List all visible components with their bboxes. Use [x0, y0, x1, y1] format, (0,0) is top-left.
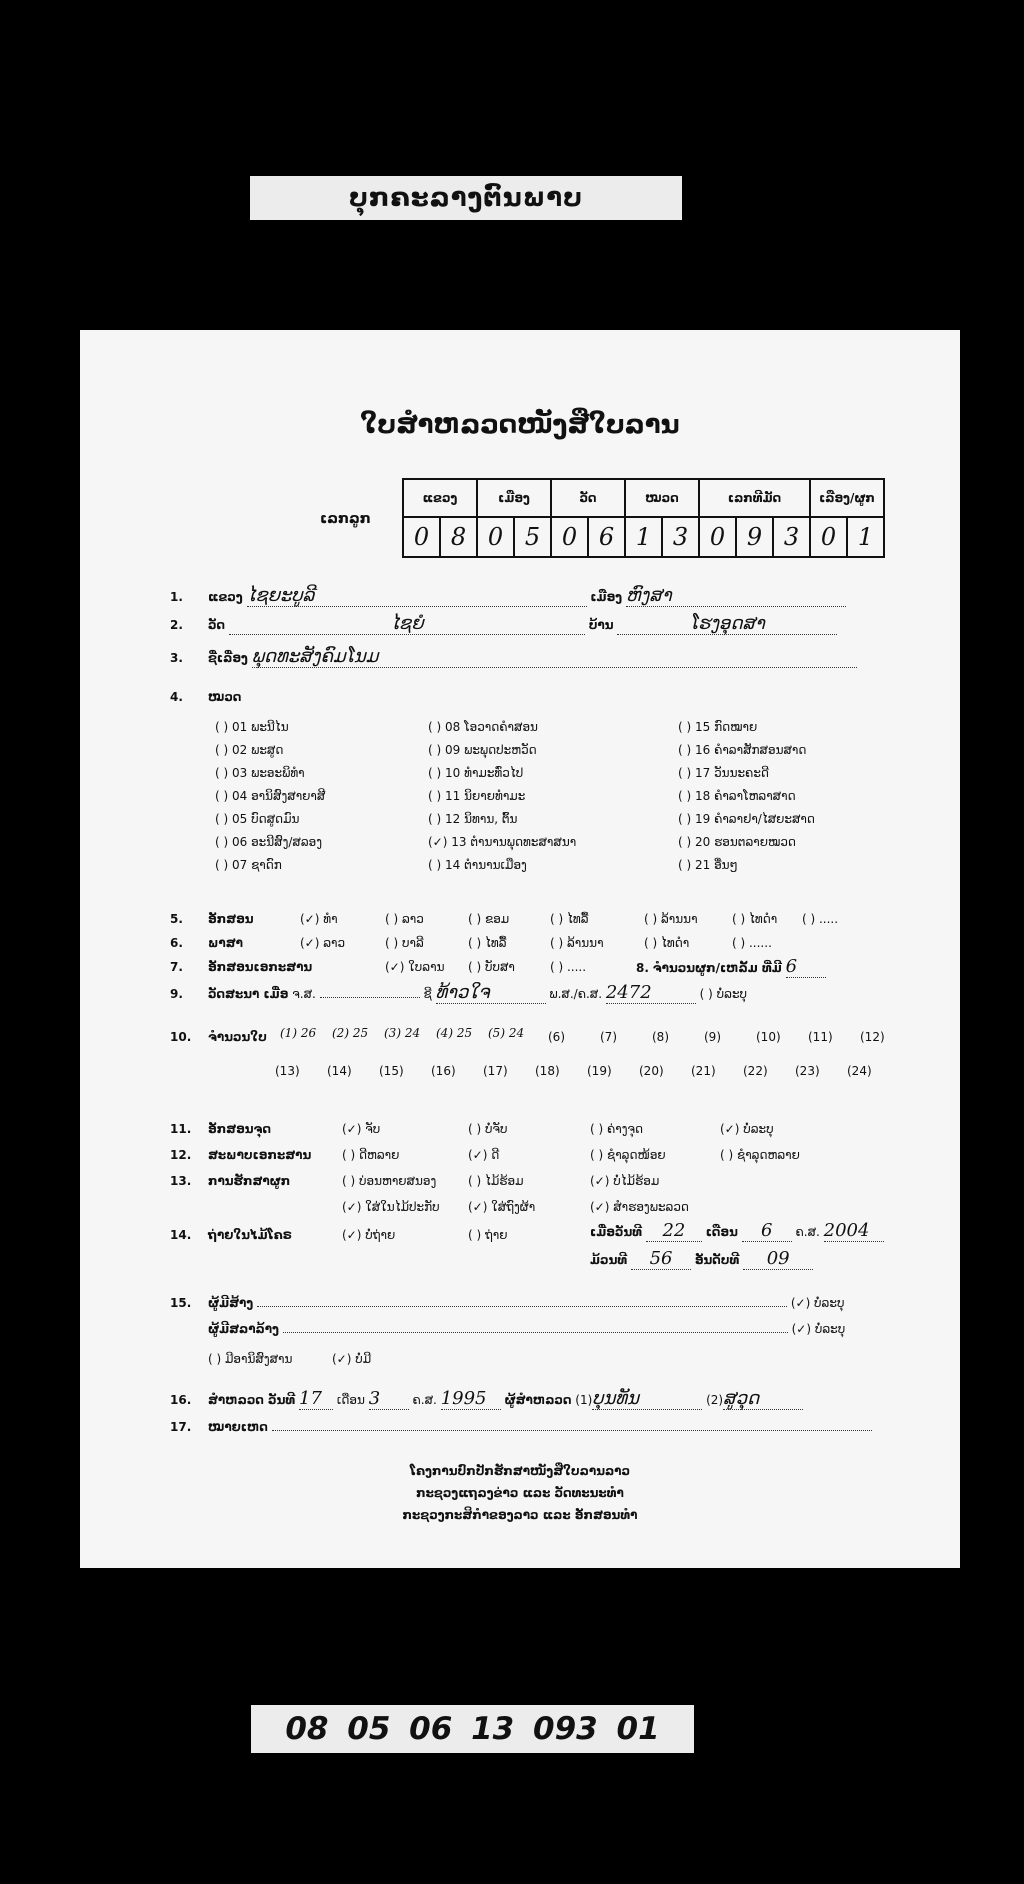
field-label: ຜູ້ມີສລາລ້າງ — [208, 1322, 279, 1336]
language-option: ( ) ໄທດຳ — [644, 936, 690, 950]
field-number: 5. — [170, 912, 183, 926]
leaf-count-cell: (17) — [483, 1064, 508, 1078]
script-option: ( ) ຂອມ — [468, 912, 510, 926]
field-completeness — [170, 1122, 271, 1136]
field-label: ອັນດັບທີ — [694, 1253, 740, 1267]
field-number: 10. — [170, 1030, 192, 1044]
field-remarks — [170, 1420, 872, 1434]
category-option: ( ) 06 ອະນີສົງ/ສລອງ — [215, 835, 323, 849]
script-option: ( ) ..... — [802, 912, 839, 926]
code-header: ເລືອງ/ຜູກ — [810, 479, 884, 517]
language-option: ( ) ບາລີ — [385, 936, 424, 950]
leaf-count-cell: (16) — [431, 1064, 456, 1078]
leaf-count-cell: (15) — [379, 1064, 404, 1078]
field-label: ການຮັກສາຜູກ — [208, 1174, 291, 1188]
leaf-count-cell: (10) — [756, 1030, 781, 1044]
field-number: 9. — [170, 987, 183, 1001]
code-header: ວັດ — [551, 479, 625, 517]
code-digit: 1 — [625, 517, 662, 557]
microfilm-option: ( ) ຖ່າຍ — [468, 1228, 508, 1242]
field-label: ຜູ້ສຳຫລວດ — [504, 1393, 572, 1407]
survey-year: 1995 — [441, 1388, 501, 1410]
category-option: ( ) 01 ພະນີໄນ — [215, 720, 289, 734]
field-number: 17. — [170, 1420, 192, 1434]
field-label: ພາສາ — [208, 936, 243, 950]
field-label: ສະພາບເອກະສານ — [208, 1148, 312, 1162]
top-label: ບຸກຄະລາງຕົນພາບ — [250, 176, 682, 220]
field-leaf-count — [170, 1030, 267, 1044]
field-label: ອັກສອນຈຸດ — [208, 1122, 271, 1136]
category-option: ( ) 10 ທຳມະທົ່ວໄປ — [428, 766, 524, 780]
temple-value: ໄຊຍໍ — [229, 613, 585, 635]
language-option: (✓) ລາວ — [300, 936, 346, 950]
field-label: ຖ່າຍໃນໄມ້ໂຄຣ — [208, 1228, 293, 1242]
leaf-count-cell: (3) 24 — [384, 1026, 421, 1040]
village-value: ໂຮງອຸດສາ — [617, 613, 837, 635]
field-number: 4. — [170, 690, 183, 704]
field-label: ບ້ານ — [588, 618, 614, 632]
category-option: ( ) 04 ອານິສົງສາຍາສີ — [215, 789, 326, 803]
field-label: ຈຳນວນຜູກ/ເຫລັ້ມ ທີ່ມີ — [652, 961, 782, 975]
field-label: ອັກສອນ — [208, 912, 254, 926]
field-label: ຜູ້ມີສ້າງ — [208, 1296, 254, 1310]
preservation-option: (✓) ສຳຮອງພະລວດ — [590, 1200, 689, 1214]
script-option: ( ) ໄທດຳ — [732, 912, 778, 926]
field-label: ພ.ສ./ຄ.ສ. — [549, 987, 603, 1001]
field-number: 8. — [636, 961, 649, 975]
code-table — [402, 478, 885, 558]
field-label: ຊື່ເລື່ອງ — [208, 651, 248, 665]
code-digit: 0 — [810, 517, 847, 557]
code-header: ເລກທີມັດ — [699, 479, 810, 517]
microfilm-year: 2004 — [824, 1220, 884, 1242]
language-option: ( ) ໄທລື້ — [468, 936, 507, 950]
category-option: ( ) 17 ວັນນະຄະດີ — [678, 766, 769, 780]
field-label: ຈຳນວນໃບ — [208, 1030, 267, 1044]
code-header: ເມືອງ — [477, 479, 551, 517]
survey-month: 3 — [369, 1388, 409, 1410]
category-option: ( ) 21 ອື່ນໆ — [678, 858, 738, 872]
field-label: ຊີ — [423, 987, 432, 1001]
unspecified-option: (✓) ບໍ່ລະບຸ — [790, 1296, 845, 1310]
material-option: ( ) ..... — [550, 960, 587, 974]
code-header: ໝວດ — [625, 479, 699, 517]
surveyor-2: ສູວຸດ — [723, 1388, 803, 1410]
field-number: 7. — [170, 960, 183, 974]
leaf-count-cell: (23) — [795, 1064, 820, 1078]
category-option: ( ) 07 ຊາດົກ — [215, 858, 282, 872]
title-value: ພຸດທະສັງຄົມໂນມ — [252, 646, 857, 668]
category-option: ( ) 08 ໂອວາດຄຳສອນ — [428, 720, 538, 734]
district-value: ຫົງສາ — [626, 585, 846, 607]
language-option: ( ) ລ້ານນາ — [550, 936, 604, 950]
microfilm-roll-value: 56 — [631, 1248, 691, 1270]
unspecified-option: (✓) ບໍ່ລະບຸ — [791, 1322, 846, 1336]
condition-option: ( ) ຊຳລຸດຫລາຍ — [720, 1148, 800, 1162]
field-label: ມ້ວນທີ — [590, 1253, 628, 1267]
code-digit: 6 — [588, 517, 625, 557]
microfilm-frame-value: 09 — [743, 1248, 813, 1270]
footer-line: ກະຊວງແຖລງຂ່າວ ແລະ ວັດທະນະທຳ — [416, 1486, 624, 1500]
material-option: ( ) ບັບສາ — [468, 960, 515, 974]
category-option: ( ) 05 ບົດສູດມົນ — [215, 812, 300, 826]
completeness-option: (✓) ຈັບ — [342, 1122, 381, 1136]
microfilm-option: (✓) ບໍ່ຖ່າຍ — [342, 1228, 396, 1242]
field-label: ແຂວງ — [208, 590, 243, 604]
category-option: ( ) 11 ນິຍາຍທຳມະ — [428, 789, 526, 803]
leaf-count-cell: (6) — [548, 1030, 565, 1044]
category-option: ( ) 03 ພະອະພິທຳ — [215, 766, 305, 780]
leaf-count-cell: (22) — [743, 1064, 768, 1078]
leaf-count-cell: (21) — [691, 1064, 716, 1078]
category-option: ( ) 09 ພະພຸດປະຫວັດ — [428, 743, 537, 757]
category-option: ( ) 12 ນິທານ, ຕົ້ນ — [428, 812, 518, 826]
code-digit: 1 — [847, 517, 884, 557]
leaf-count-cell: (7) — [600, 1030, 617, 1044]
code-label: ເລກລູກ — [320, 511, 371, 527]
field-temple — [170, 613, 837, 635]
field-number: 15. — [170, 1296, 192, 1310]
field-condition — [170, 1148, 311, 1162]
leaf-count-cell: (19) — [587, 1064, 612, 1078]
microfilm-month: 6 — [742, 1220, 792, 1242]
material-option: (✓) ໃບລານ — [385, 960, 445, 974]
field-label: ໝວດ — [208, 690, 242, 704]
leaf-count-cell: (13) — [275, 1064, 300, 1078]
form-footer — [80, 1460, 960, 1526]
condition-option: ( ) ດີຫລາຍ — [342, 1148, 400, 1162]
field-number: 16. — [170, 1393, 192, 1407]
preservation-option: (✓) ໃສ່ຖົງຜ້າ — [468, 1200, 536, 1214]
microfilm-date — [590, 1220, 884, 1242]
category-option: ( ) 19 ຄຳລາຢາ/ໄສຍະສາດ — [678, 812, 815, 826]
province-value: ໄຊຍະບູລີ — [247, 585, 587, 607]
field-label: ສຳຫລວດ ວັນທີ — [208, 1393, 296, 1407]
category-option: (✓) 13 ຕຳນານພຸດທະສາສນາ — [428, 835, 577, 849]
cs-label: ຈ.ສ. — [292, 987, 316, 1001]
survey-day: 17 — [299, 1388, 333, 1410]
unspecified-option: ( ) ບໍ່ລະບຸ — [699, 987, 748, 1001]
field-number: 12. — [170, 1148, 192, 1162]
leaf-count-cell: (18) — [535, 1064, 560, 1078]
field-province — [170, 585, 846, 607]
form-title: ໃບສຳຫລວດໜັງສືໃບລານ — [360, 410, 680, 440]
category-option: ( ) 15 ກົດໝາຍ — [678, 720, 758, 734]
code-digit: 0 — [477, 517, 514, 557]
field-number: 3. — [170, 651, 183, 665]
field-title — [170, 646, 857, 668]
preservation-option: ( ) ບ່ອນຫາຍສນອງ — [342, 1174, 437, 1188]
preservation-option: (✓) ໃສ່ໃນໄມ້ປະກັບ — [342, 1200, 440, 1214]
category-option: ( ) 18 ຄຳລາໂຫລາສາດ — [678, 789, 796, 803]
language-option: ( ) ...... — [732, 936, 772, 950]
field-label: ເມືອງ — [590, 590, 623, 604]
category-option: ( ) 14 ຕຳນານເມືອງ — [428, 858, 527, 872]
field-label: ເມື່ອວັນທີ — [590, 1225, 643, 1239]
category-option: ( ) 16 ຄຳລາສັກສອນສາດ — [678, 743, 807, 757]
field-preservation — [170, 1174, 290, 1188]
script-option: ( ) ໄທລື້ — [550, 912, 589, 926]
field-number: 6. — [170, 936, 183, 950]
field-microfilm — [170, 1228, 292, 1242]
field-label: ເດືອນ — [336, 1393, 365, 1407]
field-number: 1. — [170, 590, 183, 604]
field-label: ຄ.ສ. — [795, 1225, 820, 1239]
code-digit: 3 — [662, 517, 699, 557]
code-digit: 3 — [773, 517, 810, 557]
code-digit: 0 — [551, 517, 588, 557]
field-number: 2. — [170, 618, 183, 632]
script-option: (✓) ທຳ — [300, 912, 338, 926]
field-language — [170, 936, 243, 950]
field-survey-date: 16. ສຳຫລວດ ວັນທີ 17 ເດືອນ 3 ຄ.ສ. 1995 ຜູ້ສຳຫລວດ (1)ບຸນທັນ (2)ສູວຸດ — [170, 1388, 803, 1410]
anisong-option: ( ) ມີອານິສົງສານ — [208, 1352, 293, 1366]
field-fascicle-count — [636, 956, 826, 978]
code-header: ແຂວງ — [403, 479, 477, 517]
field-creator — [170, 1296, 844, 1310]
leaf-count-cell: (1) 26 — [280, 1026, 317, 1040]
leaf-count-cell: (4) 25 — [436, 1026, 473, 1040]
field-label: ວັດ — [208, 618, 226, 632]
field-number: 14. — [170, 1228, 192, 1242]
field-number: 13. — [170, 1174, 192, 1188]
be-year-value: 2472 — [606, 982, 696, 1004]
microfilm-day: 22 — [646, 1220, 702, 1242]
field-label: ເດືອນ — [705, 1225, 738, 1239]
code-digit: 0 — [699, 517, 736, 557]
field-copier — [208, 1322, 845, 1336]
surveyor-1: ບຸນທັນ — [592, 1388, 702, 1410]
category-option: ( ) 20 ຮອນຕລາຍໝວດ — [678, 835, 796, 849]
survey-form-sheet — [80, 330, 960, 1568]
code-digit: 8 — [440, 517, 477, 557]
leaf-count-cell: (5) 24 — [488, 1026, 525, 1040]
anisong-option: (✓) ບໍ່ມີ — [332, 1352, 372, 1366]
field-label: ວັດສະນາ ເມື່ອ — [208, 987, 289, 1001]
leaf-count-cell: (9) — [704, 1030, 721, 1044]
leaf-count-cell: (11) — [808, 1030, 833, 1044]
script-option: ( ) ລ້ານນາ — [644, 912, 698, 926]
field-category — [170, 690, 241, 704]
condition-option: (✓) ດີ — [468, 1148, 500, 1162]
completeness-option: (✓) ບໍ່ລະບຸ — [720, 1122, 774, 1136]
condition-option: ( ) ຊຳລຸດໜ້ອຍ — [590, 1148, 666, 1162]
footer-line: ກະຊວງກະສິກໍາຂອງລາວ ແລະ ອັກສອນທຳ — [402, 1508, 638, 1522]
field-label: ຄ.ສ. — [412, 1393, 437, 1407]
leaf-count-cell: (24) — [847, 1064, 872, 1078]
footer-line: ໂຄງການປົກປັກຮັກສາໜັງສືໃບລານລາວ — [409, 1464, 631, 1478]
code-digit: 5 — [514, 517, 551, 557]
leaf-count-cell: (2) 25 — [332, 1026, 369, 1040]
leaf-count-cell: (20) — [639, 1064, 664, 1078]
bottom-label: 08 05 06 13 093 01 — [251, 1705, 694, 1753]
field-material — [170, 960, 312, 974]
preservation-option: (✓) ບໍ່ໄມ້ຮ້ອມ — [590, 1174, 660, 1188]
year-name-value: ທ້າວໃຈ — [436, 982, 546, 1004]
preservation-option: ( ) ໄມ້ຮ້ອມ — [468, 1174, 524, 1188]
code-digit: 9 — [736, 517, 773, 557]
code-digit: 0 — [403, 517, 440, 557]
script-option: ( ) ລາວ — [385, 912, 424, 926]
category-option: ( ) 02 ພະສູດ — [215, 743, 284, 757]
field-number: 11. — [170, 1122, 192, 1136]
field-label: ອັກສອນເອກະສານ — [208, 960, 313, 974]
field-script — [170, 912, 318, 926]
field-date-written — [170, 982, 747, 1004]
leaf-count-cell: (14) — [327, 1064, 352, 1078]
microfilm-roll — [590, 1248, 813, 1270]
leaf-count-cell: (12) — [860, 1030, 885, 1044]
leaf-count-cell: (8) — [652, 1030, 669, 1044]
field-label: ໝາຍເຫດ — [208, 1420, 268, 1434]
completeness-option: ( ) ຄ່າງຈຸດ — [590, 1122, 644, 1136]
fascicle-count-value: 6 — [786, 956, 826, 978]
completeness-option: ( ) ບໍ່ຈັບ — [468, 1122, 508, 1136]
